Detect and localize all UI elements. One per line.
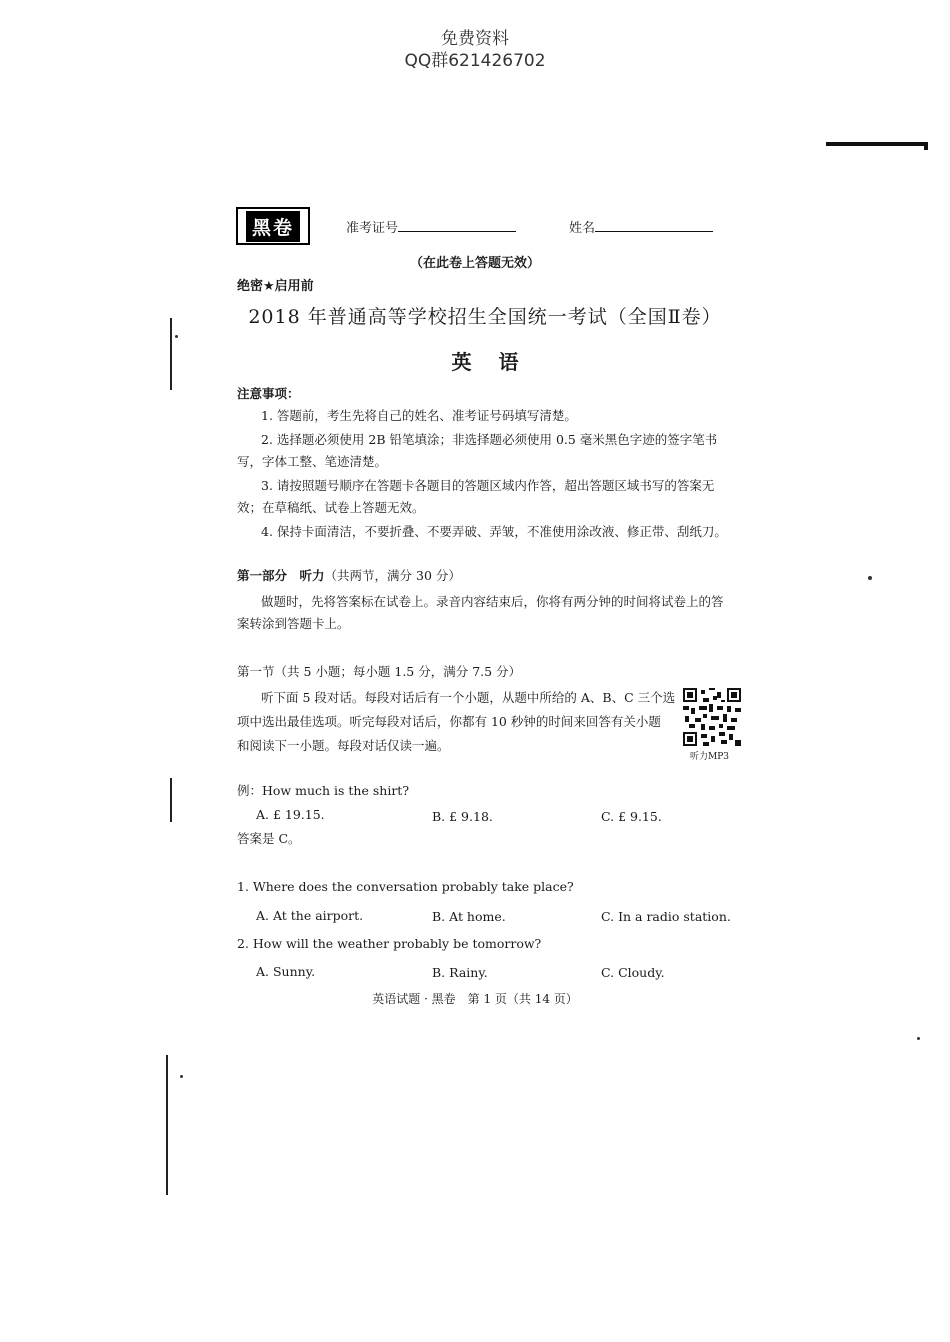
example-question: 例：How much is the shirt? bbox=[237, 783, 410, 798]
note-item-1: 1. 答题前，考生先将自己的姓名、准考证号码填写清楚。 bbox=[261, 408, 577, 423]
candidate-name-field[interactable] bbox=[569, 217, 713, 236]
qr-code-label: 听力MP3 bbox=[690, 752, 729, 762]
question-1-text: 1. Where does the conversation probably take place? bbox=[237, 879, 574, 894]
part1-instruction-line1: 做题时，先将答案标在试卷上。录音内容结束后，你将有两分钟的时间将试卷上的答 bbox=[261, 594, 724, 609]
brand-logo-text: 黑卷 bbox=[246, 211, 300, 242]
example-option-b: B. £ 9.18. bbox=[432, 809, 493, 824]
scan-speck bbox=[868, 576, 872, 580]
section1-heading: 第一节（共 5 小题；每小题 1.5 分，满分 7.5 分） bbox=[237, 664, 522, 679]
part1-heading-rest: （共两节，满分 30 分） bbox=[324, 568, 461, 583]
exam-title: 2018 年普通高等学校招生全国统一考试（全国Ⅱ卷） bbox=[248, 306, 722, 328]
question-2-option-b: B. Rainy. bbox=[432, 965, 488, 980]
watermark-line1: 免费资料 bbox=[441, 29, 509, 49]
brand-logo bbox=[236, 207, 310, 245]
example-answer: 答案是 C。 bbox=[237, 831, 301, 846]
note-item-2-line2: 写，字体工整、笔迹清楚。 bbox=[237, 454, 388, 469]
watermark-line2: QQ群621426702 bbox=[404, 51, 546, 71]
subject-title: 英 语 bbox=[451, 350, 529, 374]
secret-label: 绝密★启用前 bbox=[237, 279, 314, 294]
question-1-option-a: A. At the airport. bbox=[256, 908, 364, 923]
note-item-2-line1: 2. 选择题必须使用 2B 铅笔填涂；非选择题必须使用 0.5 毫米黑色字迹的签字笔书 bbox=[261, 432, 718, 447]
example-option-c: C. £ 9.15. bbox=[601, 809, 662, 824]
section1-instruction-line2: 项中选出最佳选项。听完每段对话后，你都有 10 秒钟的时间来回答有关小题 bbox=[237, 714, 661, 729]
invalid-notice: （在此卷上答题无效） bbox=[409, 256, 540, 271]
scan-speck bbox=[917, 1037, 920, 1040]
section1-instruction-line3: 和阅读下一小题。每段对话仅读一遍。 bbox=[237, 738, 450, 753]
note-item-3-line1: 3. 请按照题号顺序在答题卡各题目的答题区域内作答，超出答题区域书写的答案无 bbox=[261, 478, 715, 493]
part1-heading-bold: 第一部分 听力 bbox=[237, 568, 325, 583]
admission-number-line[interactable] bbox=[398, 218, 516, 232]
qr-code-icon[interactable] bbox=[683, 688, 741, 746]
part1-heading bbox=[237, 567, 461, 584]
scan-speck bbox=[175, 335, 178, 338]
admission-number-field[interactable] bbox=[346, 217, 516, 236]
notes-heading: 注意事项： bbox=[237, 386, 300, 401]
scan-edge-tick bbox=[924, 142, 928, 150]
part1-instruction-line2: 案转涂到答题卡上。 bbox=[237, 616, 350, 631]
page-footer: 英语试题 · 黑卷 第 1 页（共 14 页） bbox=[372, 992, 578, 1006]
scan-edge-rule bbox=[826, 142, 928, 146]
scan-margin-line bbox=[170, 778, 172, 822]
question-2-option-c: C. Cloudy. bbox=[601, 965, 665, 980]
question-2-option-a: A. Sunny. bbox=[256, 964, 316, 979]
note-item-4: 4. 保持卡面清洁，不要折叠、不要弄破、弄皱，不准使用涂改液、修正带、刮纸刀。 bbox=[261, 524, 727, 539]
example-option-a: A. £ 19.15. bbox=[256, 807, 325, 822]
scan-speck bbox=[180, 1075, 183, 1078]
admission-number-label: 准考证号 bbox=[346, 221, 399, 236]
note-item-3-line2: 效；在草稿纸、试卷上答题无效。 bbox=[237, 500, 425, 515]
candidate-name-line[interactable] bbox=[595, 218, 713, 232]
candidate-name-label: 姓名 bbox=[569, 221, 596, 236]
question-1-option-b: B. At home. bbox=[432, 909, 506, 924]
section1-instruction-line1: 听下面 5 段对话。每段对话后有一个小题，从题中所给的 A、B、C 三个选 bbox=[261, 690, 676, 705]
question-2-text: 2. How will the weather probably be tomorrow? bbox=[237, 936, 542, 951]
question-1-option-c: C. In a radio station. bbox=[601, 909, 731, 924]
scan-margin-line bbox=[166, 1055, 168, 1195]
